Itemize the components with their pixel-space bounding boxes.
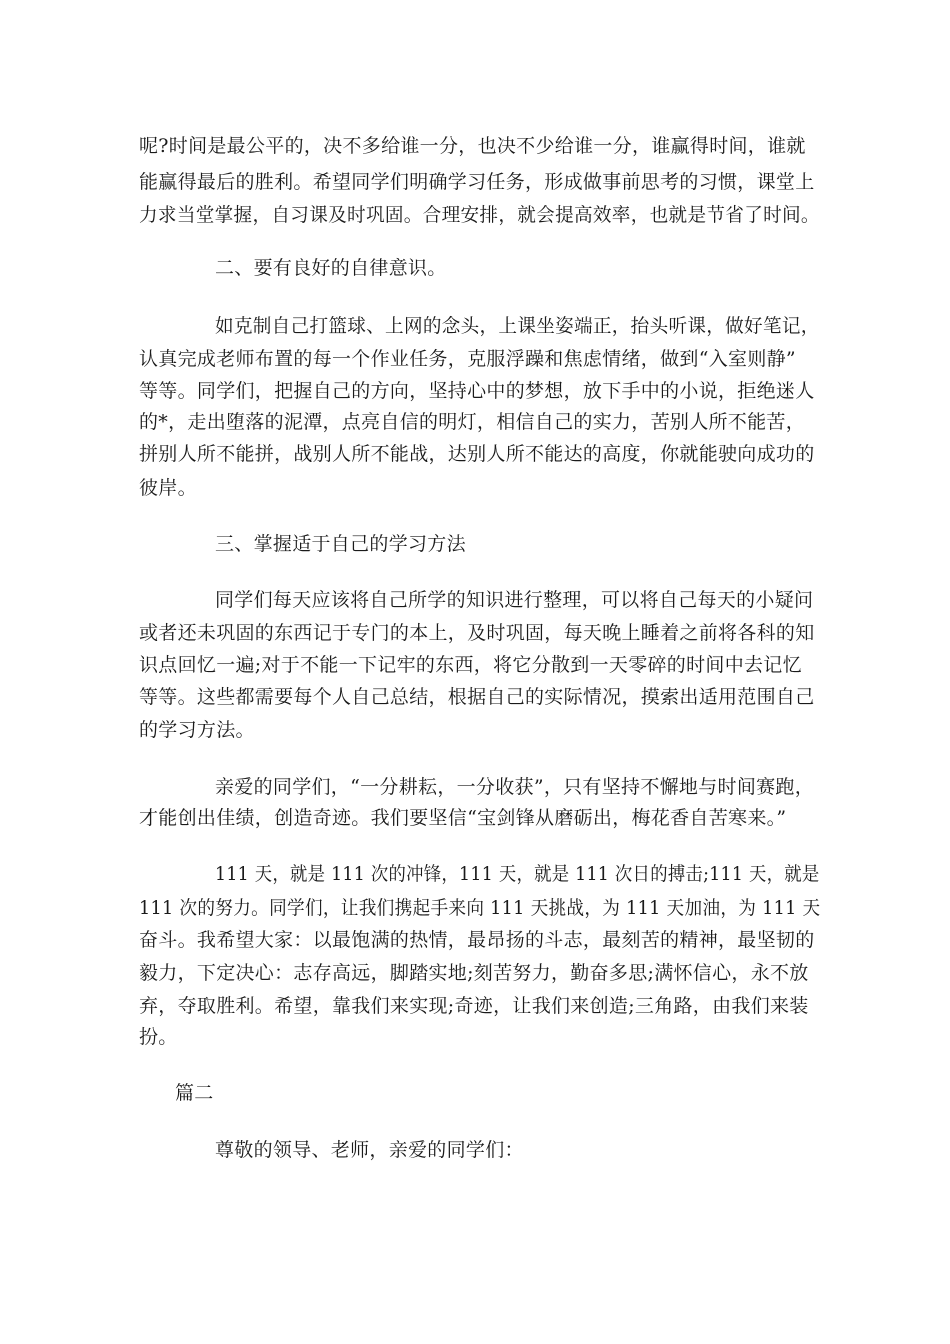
text-line: 111 天，就是 111 次的冲锋，111 天，就是 111 次日的搏击;111 天，就是 bbox=[215, 863, 820, 885]
text-line: 识点回忆一遍;对于不能一下记牢的东西，将它分散到一天零碎的时间中去记忆 bbox=[139, 654, 802, 676]
text-line: 的*，走出堕落的泥潭，点亮自信的明灯，相信自己的实力，苦别人所不能苦， bbox=[139, 411, 806, 433]
text-line: 力求当堂掌握，自习课及时巩固。合理安排，就会提高效率，也就是节省了时间。 bbox=[139, 204, 820, 226]
text-line: 弃，夺取胜利。希望，靠我们来实现;奇迹，让我们来创造;三角路，由我们来装 bbox=[139, 995, 809, 1017]
text-line: 等等。这些都需要每个人自己总结，根据自己的实际情况，摸索出适用范围自己 bbox=[139, 686, 815, 708]
greeting-line: 尊敬的领导、老师，亲爱的同学们： bbox=[215, 1139, 524, 1161]
text-line: 彼岸。 bbox=[139, 477, 197, 499]
text-line: 呢?时间是最公平的，决不多给谁一分，也决不少给谁一分，谁赢得时间，谁就 bbox=[139, 135, 806, 157]
text-line: 如克制自己打篮球、上网的念头，上课坐姿端正，抬头听课，做好笔记， bbox=[215, 315, 820, 337]
text-line: 的学习方法。 bbox=[139, 719, 255, 741]
section-heading-self-discipline: 二、要有良好的自律意识。 bbox=[215, 257, 447, 279]
text-line: 认真完成老师布置的每一个作业任务，克服浮躁和焦虑情绪，做到“入室则静” bbox=[139, 348, 796, 370]
text-line: 111 次的努力。同学们，让我们携起手来向 111 天挑战，为 111 天加油，为 111 天 bbox=[139, 897, 821, 919]
text-line: 扮。 bbox=[139, 1026, 178, 1048]
section-heading-study-method: 三、掌握适于自己的学习方法 bbox=[215, 533, 466, 555]
text-line: 能赢得最后的胜利。希望同学们明确学习任务，形成做事前思考的习惯，课堂上 bbox=[139, 171, 815, 193]
text-line: 亲爱的同学们，“一分耕耘，一分收获”，只有坚持不懈地与时间赛跑， bbox=[215, 776, 815, 798]
text-line: 同学们每天应该将自己所学的知识进行整理，可以将自己每天的小疑问 bbox=[215, 589, 814, 611]
text-line: 等等。同学们，把握自己的方向，坚持心中的梦想，放下手中的小说，拒绝迷人 bbox=[139, 380, 815, 402]
text-line: 才能创出佳绩，创造奇迹。我们要坚信“宝剑锋从磨砺出，梅花香自苦寒来。” bbox=[139, 807, 787, 829]
text-line: 毅力，下定决心：志存高远，脚踏实地;刻苦努力，勤奋多思;满怀信心，永不放 bbox=[139, 962, 809, 984]
text-line: 拼别人所不能拼，战别人所不能战，达别人所不能达的高度，你就能驶向成功的 bbox=[139, 443, 815, 465]
section-title-part-two: 篇二 bbox=[175, 1082, 214, 1104]
text-line: 奋斗。我希望大家：以最饱满的热情，最昂扬的斗志，最刻苦的精神，最坚韧的 bbox=[139, 929, 815, 951]
text-line: 或者还未巩固的东西记于专门的本上，及时巩固，每天晚上睡着之前将各科的知 bbox=[139, 622, 815, 644]
